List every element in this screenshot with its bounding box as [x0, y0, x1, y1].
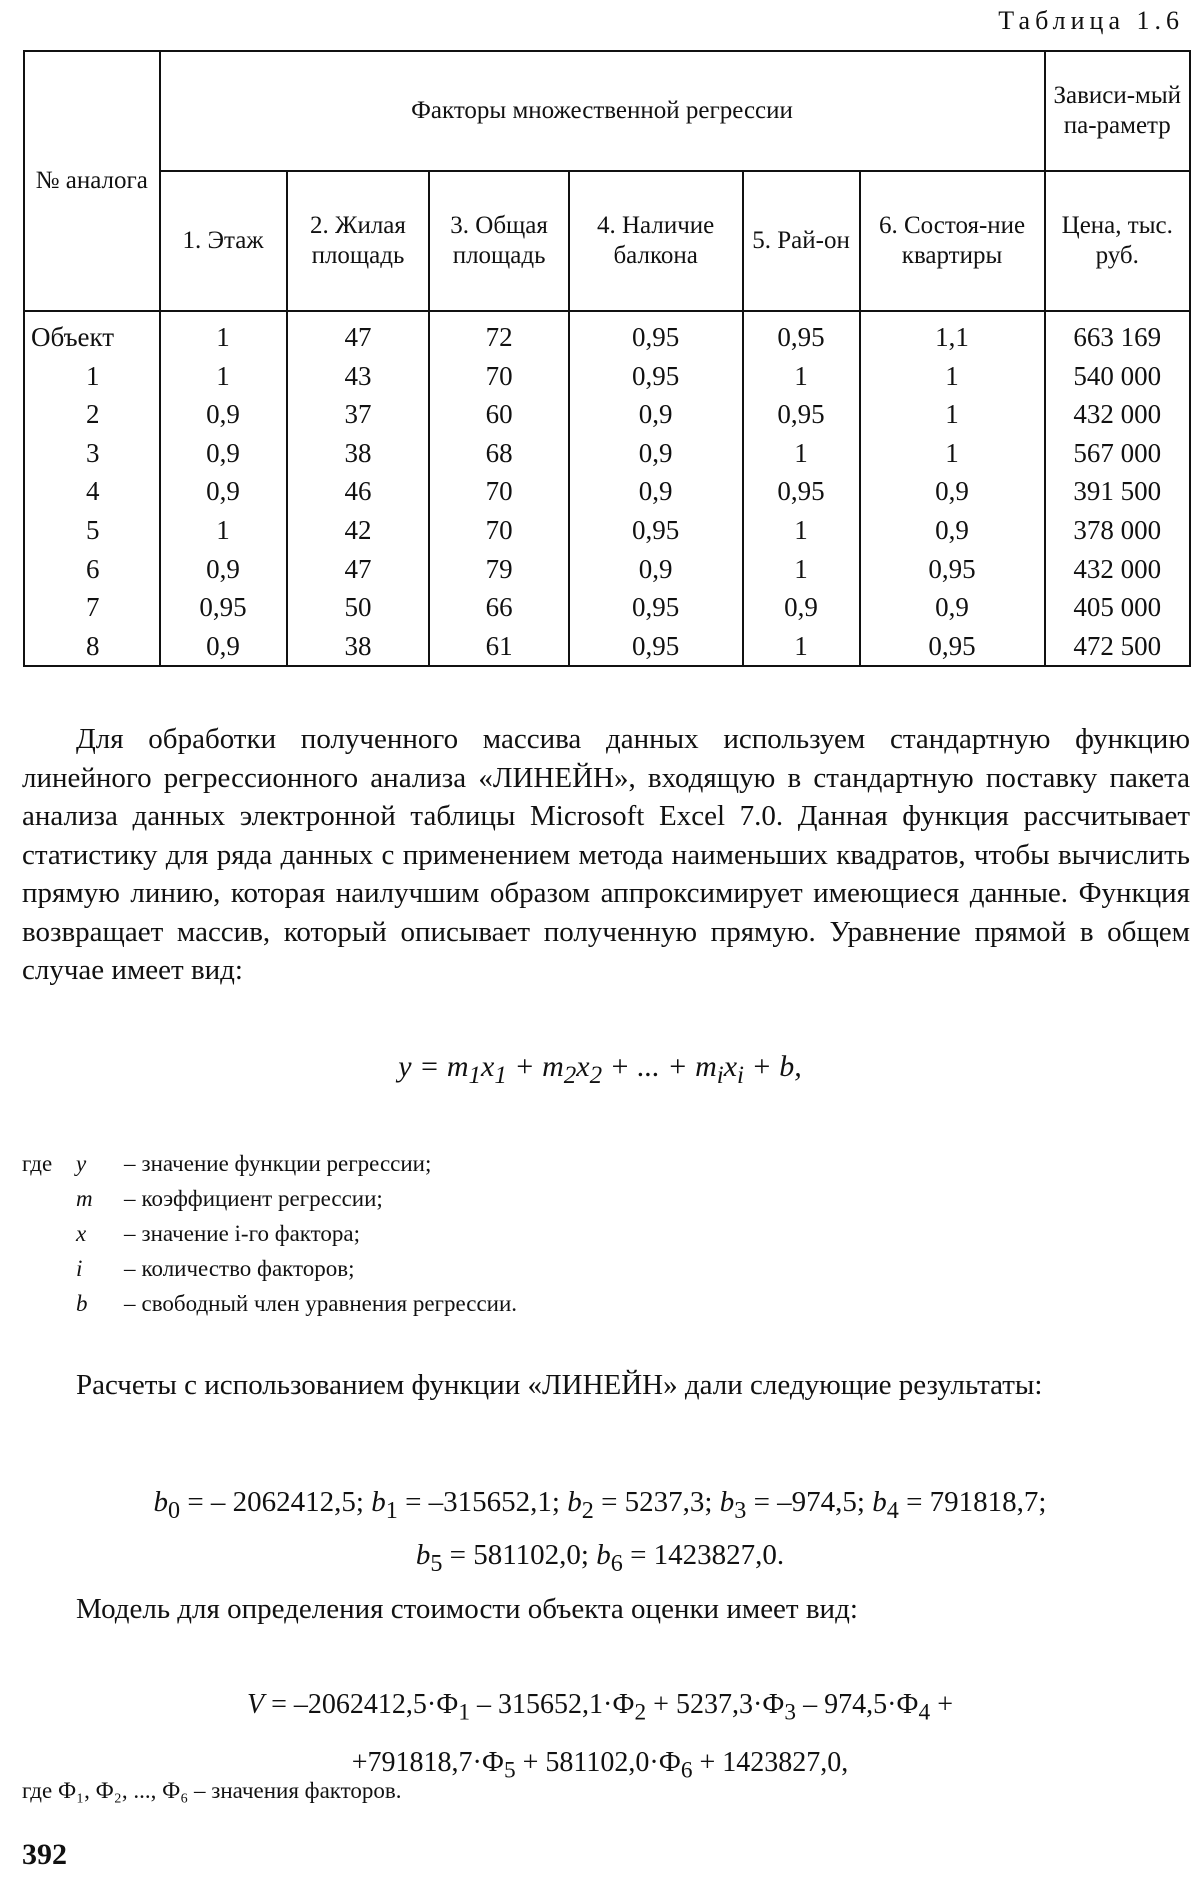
header-col-floor: 1. Этаж [160, 171, 287, 311]
cell: 0,95 [860, 550, 1045, 589]
header-factors: Факторы множественной регрессии [160, 51, 1045, 171]
row-id: 8 [24, 627, 160, 667]
header-col-total-area: 3. Общая площадь [429, 171, 568, 311]
header-col-balcony: 4. Наличие балкона [569, 171, 743, 311]
row-id: 6 [24, 550, 160, 589]
where-desc: значение функции регрессии; [141, 1151, 432, 1176]
cell: 0,95 [160, 588, 287, 627]
cell: 79 [429, 550, 568, 589]
cell: 50 [287, 588, 430, 627]
where-list [22, 1146, 517, 1321]
row-id: 4 [24, 472, 160, 511]
table-row [24, 434, 1190, 473]
where-item: i – количество факторов; [22, 1251, 517, 1286]
cell: 70 [429, 511, 568, 550]
cell: 1 [743, 550, 860, 589]
cell: 0,9 [160, 627, 287, 667]
cell: 405 000 [1045, 588, 1190, 627]
cell: 0,9 [860, 511, 1045, 550]
cell: 70 [429, 357, 568, 396]
cell: 0,95 [569, 588, 743, 627]
where-item: где y – значение функции регрессии; [22, 1146, 517, 1181]
table-row [24, 511, 1190, 550]
where-symbol: b [76, 1291, 88, 1316]
where-desc: коэффициент регрессии; [141, 1186, 383, 1211]
where-desc: количество факторов; [141, 1256, 355, 1281]
where-desc: свободный член уравнения регрессии. [141, 1291, 518, 1316]
table-row [24, 588, 1190, 627]
where-item: x – значение i-го фактора; [22, 1216, 517, 1251]
cell: 1 [860, 395, 1045, 434]
cell: 42 [287, 511, 430, 550]
coefficients [0, 1480, 1200, 1586]
row-id: 5 [24, 511, 160, 550]
table-row [24, 472, 1190, 511]
cell: 663 169 [1045, 311, 1190, 357]
where-lead: где [22, 1151, 53, 1176]
cell: 567 000 [1045, 434, 1190, 473]
cell: 66 [429, 588, 568, 627]
cell: 0,95 [743, 395, 860, 434]
cell: 1 [860, 434, 1045, 473]
cell: 472 500 [1045, 627, 1190, 667]
cell: 37 [287, 395, 430, 434]
row-id: 2 [24, 395, 160, 434]
cell: 47 [287, 311, 430, 357]
row-id: 1 [24, 357, 160, 396]
regression-table [23, 50, 1191, 667]
cell: 60 [429, 395, 568, 434]
header-col-district: 5. Рай-он [743, 171, 860, 311]
formula-line-equation: $y = m_1x_1 + m_2x_2$ + ... + $m_ix_i + b$, [398, 1050, 802, 1089]
factors-note: где Ф₁, Ф₂, ..., Ф₆ – значения факторов. [22, 1778, 402, 1803]
header-col-condition: 6. Состоя-ние квартиры [860, 171, 1045, 311]
cell: 0,9 [860, 472, 1045, 511]
cell: 0,9 [860, 588, 1045, 627]
cell: 47 [287, 550, 430, 589]
where-item: m – коэффициент регрессии; [22, 1181, 517, 1216]
coefficients-line-2: $b_5 = 581102,0$; $b_6 = 1423827,0$. [415, 1538, 785, 1577]
cell: 432 000 [1045, 395, 1190, 434]
cell: 0,9 [160, 434, 287, 473]
cell: 0,9 [569, 434, 743, 473]
table-row [24, 357, 1190, 396]
cell: 1 [860, 357, 1045, 396]
cell: 0,9 [743, 588, 860, 627]
cell: 38 [287, 627, 430, 667]
cell: 0,9 [569, 550, 743, 589]
cell: 0,9 [160, 550, 287, 589]
cell: 72 [429, 311, 568, 357]
cell: 0,95 [743, 311, 860, 357]
paragraph-linest: Для обработки полученного массива данных используем стандартную функцию линейного регрессионного анализа «ЛИНЕЙН», входящую в стандартную поставку пакета анализа данных электронной таблицы Microsoft Excel 7.0. Данная функция рассчитывает статистику для ряда данных с применением метода наименьших квадратов, чтобы вычислить прямую линию, которая наилучшим образом аппроксимирует имеющиеся данные. Функция возвращает массив, который описывает полученную прямую. Уравнение прямой в общем случае имеет вид: [22, 723, 1190, 986]
cell: 1 [743, 434, 860, 473]
table-row [24, 550, 1190, 589]
row-id: Объект [24, 311, 160, 357]
header-col-living-area: 2. Жилая площадь [287, 171, 430, 311]
table-row [24, 395, 1190, 434]
cell: 70 [429, 472, 568, 511]
cell: 0,95 [569, 627, 743, 667]
table-caption: Таблица 1.6 [998, 6, 1184, 35]
cell: 46 [287, 472, 430, 511]
model-line-1: $V = -2062412,5\cdot Ф_1 - 315652,1\cdot Ф_2 + 5237,3\cdot Ф_3 - 974,5\cdot Ф_4$ + [247, 1689, 953, 1726]
where-symbol: x [76, 1221, 87, 1246]
row-id: 7 [24, 588, 160, 627]
table-row [24, 627, 1190, 667]
model-line-2: $+791818,7\cdot Ф_5 + 581102,0\cdot Ф_6 + 1423827,0$, [351, 1746, 849, 1784]
cell: 0,95 [743, 472, 860, 511]
cell: 1 [160, 511, 287, 550]
where-symbol: m [76, 1186, 93, 1211]
cell: 0,9 [569, 472, 743, 511]
paragraph-results: Расчеты с использованием функции «ЛИНЕЙН» дали следующие результаты: [76, 1369, 1043, 1401]
cell: 1 [743, 357, 860, 396]
coefficients-line-1: $b_0$ = – 2062412,5; $b_1 = -315652,1$; $b_2 = 5237,3$; $b_3 = -974,5$; $b_4 = 791818,7$; [153, 1486, 1047, 1524]
cell: 0,95 [569, 511, 743, 550]
cell: 43 [287, 357, 430, 396]
table-row [24, 311, 1190, 357]
where-symbol: y [76, 1151, 87, 1176]
header-dependent: Зависи-мый па-раметр [1045, 51, 1190, 171]
where-symbol: i [76, 1256, 83, 1281]
cell: 0,95 [569, 357, 743, 396]
paragraph-model: Модель для определения стоимости объекта оценки имеет вид: [76, 1593, 858, 1625]
where-desc: значение i-го фактора; [141, 1221, 361, 1246]
header-col-price: Цена, тыс. руб. [1045, 171, 1190, 311]
cell: 378 000 [1045, 511, 1190, 550]
cell: 432 000 [1045, 550, 1190, 589]
cell: 1 [160, 311, 287, 357]
cell: 0,9 [160, 395, 287, 434]
where-item: b – свободный член уравнения регрессии. [22, 1286, 517, 1321]
cell: 1,1 [860, 311, 1045, 357]
page-number: 392 [22, 1838, 67, 1871]
cell: 540 000 [1045, 357, 1190, 396]
header-num: № аналога [24, 51, 160, 311]
cell: 0,9 [569, 395, 743, 434]
cell: 61 [429, 627, 568, 667]
cell: 1 [743, 627, 860, 667]
cell: 0,95 [569, 311, 743, 357]
row-id: 3 [24, 434, 160, 473]
cell: 1 [160, 357, 287, 396]
cell: 1 [743, 511, 860, 550]
cell: 0,95 [860, 627, 1045, 667]
cell: 38 [287, 434, 430, 473]
cell: 391 500 [1045, 472, 1190, 511]
cell: 68 [429, 434, 568, 473]
cell: 0,9 [160, 472, 287, 511]
